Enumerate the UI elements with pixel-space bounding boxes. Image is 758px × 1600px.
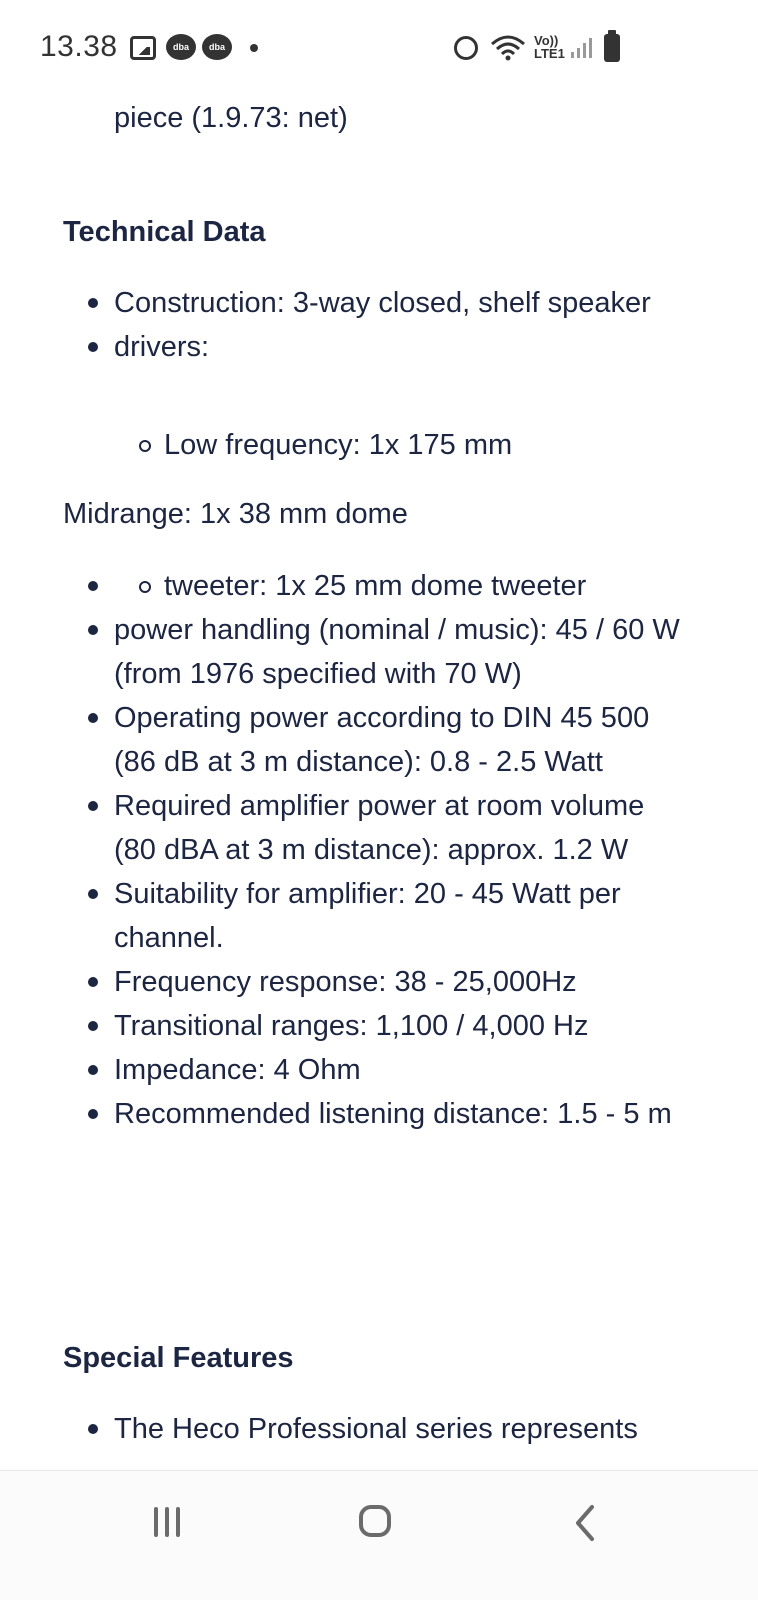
section-heading-special-features: Special Features <box>63 1342 294 1374</box>
volte-label: Vo)) <box>534 33 559 48</box>
technical-data-list <box>0 281 758 369</box>
wifi-icon <box>490 34 526 62</box>
list-item: Construction: 3-way closed, shelf speaker <box>0 281 758 325</box>
special-features-list <box>0 1407 758 1451</box>
lte-label: LTE1 <box>534 46 565 61</box>
technical-data-list-continued <box>0 608 758 1136</box>
gallery-icon <box>130 36 156 60</box>
navigation-bar <box>0 1470 758 1600</box>
list-item: Recommended listening distance: 1.5 - 5 m <box>0 1092 758 1136</box>
list-bullet <box>88 581 98 591</box>
section-heading-technical-data: Technical Data <box>63 216 266 248</box>
dba-notification-icon: dba <box>166 34 196 60</box>
partial-list-item: piece (1.9.73: net) <box>114 102 348 134</box>
list-item-text: tweeter: 1x 25 mm dome tweeter <box>164 570 587 602</box>
battery-icon <box>604 34 620 62</box>
list-item: power handling (nominal / music): 45 / 60 W (from 1976 specified with 70 W) <box>0 608 758 696</box>
recent-apps-icon <box>154 1507 158 1537</box>
status-bar <box>0 0 758 98</box>
signal-icon <box>570 36 594 60</box>
more-notifications-dot <box>250 44 258 52</box>
recent-apps-icon <box>165 1507 169 1537</box>
list-item: Frequency response: 38 - 25,000Hz <box>0 960 758 1004</box>
status-time: 13.38 <box>40 30 118 63</box>
list-item: The Heco Professional series represents <box>0 1407 758 1451</box>
recent-apps-button[interactable] <box>152 1507 184 1539</box>
recent-apps-icon <box>176 1507 180 1537</box>
volte-icon <box>534 34 565 60</box>
drivers-sub-list <box>0 423 758 467</box>
list-item: Suitability for amplifier: 20 - 45 Watt per channel. <box>0 872 758 960</box>
back-chevron-icon <box>570 1503 600 1543</box>
paragraph-midrange: Midrange: 1x 38 mm dome <box>63 498 408 530</box>
sub-list-item: Low frequency: 1x 175 mm <box>0 423 758 467</box>
dba-notification-icon: dba <box>202 34 232 60</box>
alarm-icon <box>454 36 478 60</box>
back-button[interactable] <box>570 1503 600 1543</box>
home-button[interactable] <box>359 1505 391 1537</box>
sub-list-bullet <box>139 581 151 593</box>
list-item: Transitional ranges: 1,100 / 4,000 Hz <box>0 1004 758 1048</box>
list-item: Required amplifier power at room volume (80 dBA at 3 m distance): approx. 1.2 W <box>0 784 758 872</box>
list-item: Impedance: 4 Ohm <box>0 1048 758 1092</box>
list-item: drivers: <box>0 325 758 369</box>
list-item: Operating power according to DIN 45 500 (86 dB at 3 m distance): 0.8 - 2.5 Watt <box>0 696 758 784</box>
